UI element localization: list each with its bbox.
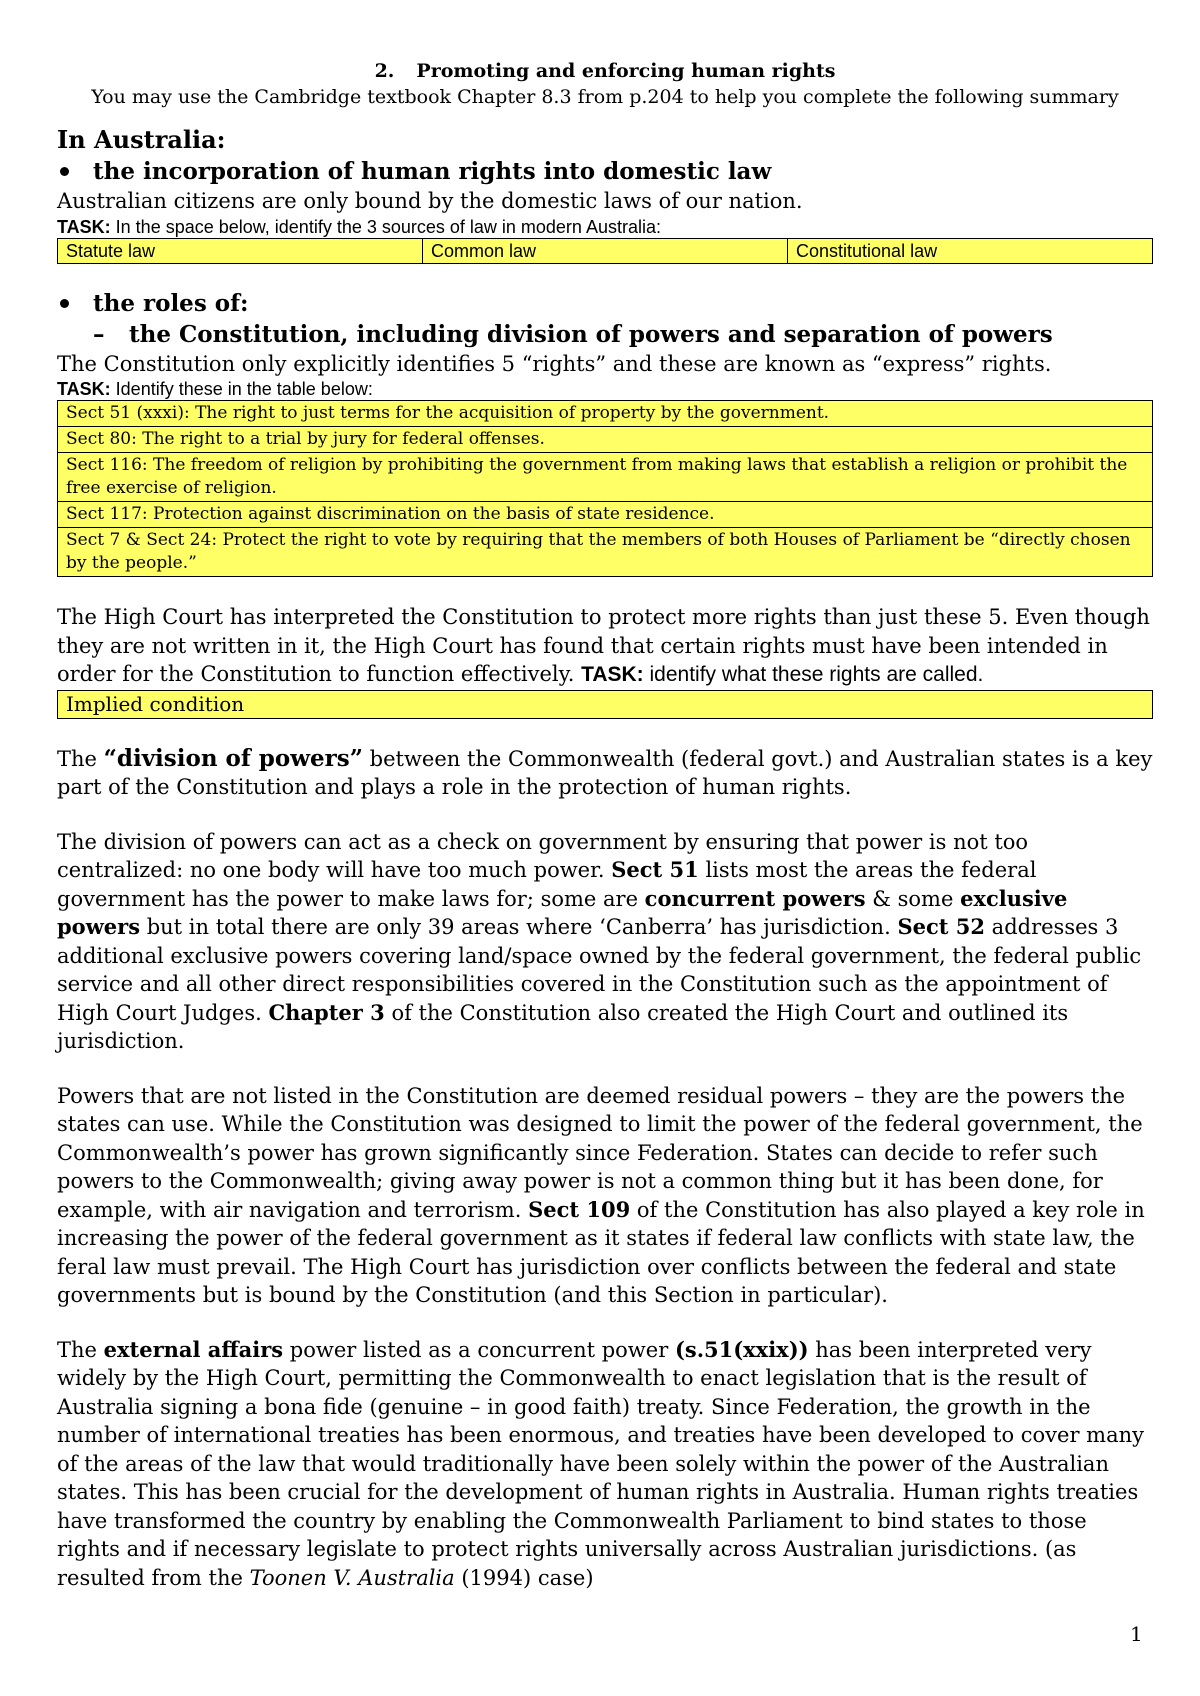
implied-rights-table bbox=[57, 690, 1153, 719]
check-on-government-paragraph bbox=[57, 828, 1153, 1056]
task-instruction-sources bbox=[57, 216, 1153, 238]
express-rights-paragraph: The Constitution only explicitly identifies 5 “rights” and these are known as “express” rights. bbox=[57, 351, 1052, 376]
term-exclusive-powers: exclusive powers bbox=[57, 885, 1068, 939]
task-instruction-express bbox=[57, 378, 1153, 400]
text-run: Powers that are not listed in the Constitution are deemed residual powers – they are the powers the states can use. While the Constitution was designed to limit the power of the federal government, the Commonwealth’s power has grown significantly since Federation. States can decide to refer such powers to the Commonwealth; giving away power is not a common thing but it has been done, for example, with air navigation and terrorism. bbox=[57, 1083, 1143, 1222]
task-label: TASK: bbox=[57, 216, 111, 237]
table-row bbox=[58, 238, 1153, 263]
document-header bbox=[57, 58, 1153, 110]
title-text: Promoting and enforcing human rights bbox=[416, 60, 836, 82]
express-right-cell[interactable]: Sect 80: The right to a trial by jury for federal offenses. bbox=[58, 427, 1153, 453]
term-division-of-powers: “division of powers” bbox=[103, 744, 363, 772]
term-sect-52: Sect 52 bbox=[897, 914, 985, 939]
text-run: & some bbox=[865, 886, 961, 911]
table-row bbox=[58, 401, 1153, 427]
document-page bbox=[57, 58, 1153, 1592]
domestic-law-paragraph: Australian citizens are only bound by the domestic laws of our nation. bbox=[57, 189, 803, 213]
page-number: 1 bbox=[1130, 1622, 1143, 1646]
task-label: TASK: bbox=[581, 663, 644, 686]
document-subtitle: You may use the Cambridge textbook Chapter 8.3 from p.204 to help you complete the following summary bbox=[91, 86, 1119, 108]
term-s51-xxix: (s.51(xxix)) bbox=[674, 1336, 809, 1362]
term-sect-109: Sect 109 bbox=[528, 1196, 631, 1222]
task-text: In the space below, identify the 3 sources of law in modern Australia: bbox=[110, 216, 661, 237]
document-title bbox=[57, 58, 1153, 84]
text-run: of the Constitution also created the High Court and outlined its jurisdiction. bbox=[57, 1000, 1069, 1053]
text-run: The bbox=[57, 1337, 104, 1362]
residual-powers-paragraph bbox=[57, 1082, 1153, 1310]
bullet-item-domestic-law bbox=[57, 156, 1153, 187]
express-right-cell[interactable]: Sect 116: The freedom of religion by prohibiting the government from making laws that establish a religion or prohibit the free exercise of religion. bbox=[58, 453, 1153, 502]
task-text: Identify these in the table below: bbox=[110, 379, 373, 399]
implied-rights-text: The High Court has interpreted the Constitution to protect more rights than just these 5. Even though they are not written in it, the High Court has found that certain rights must have been intended in order for the Constitution to function effectively. bbox=[57, 605, 1150, 686]
section-number: 2. bbox=[374, 60, 395, 82]
text-run: The division of powers can act as a check on government by ensuring that power is not too centralized: no one body will have too much power. bbox=[57, 829, 1029, 882]
term-sect-51: Sect 51 bbox=[611, 857, 699, 882]
subbullet-constitution bbox=[57, 319, 1153, 350]
sources-of-law-table bbox=[57, 238, 1153, 264]
source-cell-constitutional[interactable]: Constitutional law bbox=[788, 238, 1153, 263]
task-text: identify what these rights are called. bbox=[643, 663, 984, 686]
bullet-text: the incorporation of human rights into domestic law bbox=[93, 158, 772, 185]
division-of-powers-paragraph bbox=[57, 745, 1153, 802]
express-rights-table bbox=[57, 400, 1153, 577]
text-run: addresses 3 additional exclusive powers covering land/space owned by the federal government, the federal public service and all other direct responsibilities covered in the Constitution such as the appointment of High Court Judges. bbox=[57, 915, 1142, 1025]
table-row bbox=[58, 528, 1153, 577]
subbullet-text: the Constitution, including division of powers and separation of powers bbox=[129, 320, 1053, 348]
implied-answer-cell[interactable]: Implied condition bbox=[58, 690, 1153, 718]
term-chapter-3: Chapter 3 bbox=[268, 999, 385, 1025]
implied-rights-paragraph bbox=[57, 603, 1153, 690]
table-row bbox=[58, 690, 1153, 718]
text-run: has been interpreted very widely by the High Court, permitting the Commonwealth to enact legislation that is the result of Australia signing a bona fide (genuine – in good faith) treaty. Since Federation, the growth in the number of international treaties has been enormous, and treaties have been developed to cover many of the areas of the law that would traditionally have been solely within the power of the Australian states. This has been crucial for the development of human rights in Australia. Human rights treaties have transformed the country by enabling the Commonwealth Parliament to bind states to those rights and if necessary legislate to protect rights universally across Australian jurisdictions. (as resulted from the bbox=[57, 1337, 1144, 1590]
term-concurrent-powers: concurrent powers bbox=[644, 885, 866, 911]
text-run: of the Constitution has also played a key role in increasing the power of the federal government as it states if federal law conflicts with state law, the feral law must prevail. The High Court has jurisdiction over conflicts between the federal and state governments but is bound by the Constitution (and this Section in particular). bbox=[57, 1197, 1145, 1307]
text-run: power listed as a concurrent power bbox=[283, 1337, 675, 1362]
task-label: TASK: bbox=[57, 379, 111, 399]
text-run: lists most the areas the federal government has the power to make laws for; some are bbox=[57, 858, 1037, 911]
case-name-toonen: Toonen V. Australia bbox=[249, 1565, 455, 1590]
term-external-affairs: external affairs bbox=[103, 1336, 284, 1362]
text-run: The bbox=[57, 746, 104, 771]
external-affairs-paragraph bbox=[57, 1336, 1153, 1593]
table-row bbox=[58, 502, 1153, 528]
bullet-icon bbox=[60, 299, 69, 308]
source-cell-common[interactable]: Common law bbox=[423, 238, 788, 263]
express-right-cell[interactable]: Sect 51 (xxxi): The right to just terms for the acquisition of property by the government. bbox=[58, 401, 1153, 427]
text-run: (1994) case) bbox=[454, 1565, 594, 1590]
table-row bbox=[58, 427, 1153, 453]
bullet-item-roles bbox=[57, 288, 1153, 319]
bullet-icon bbox=[60, 167, 69, 176]
table-row bbox=[58, 453, 1153, 502]
text-run: between the Commonwealth (federal govt.) and Australian states is a key part of the Constitution and plays a role in the protection of human rights. bbox=[57, 746, 1153, 799]
express-right-cell[interactable]: Sect 7 & Sect 24: Protect the right to vote by requiring that the members of both Houses of Parliament be “directly chosen by the people.” bbox=[58, 528, 1153, 577]
task-instruction-implied bbox=[581, 663, 983, 686]
text-run: but in total there are only 39 areas where ‘Canberra’ has jurisdiction. bbox=[140, 915, 898, 939]
dash-icon: – bbox=[93, 320, 105, 348]
source-cell-statute[interactable]: Statute law bbox=[58, 238, 423, 263]
bullet-text: the roles of: bbox=[93, 289, 249, 317]
express-right-cell[interactable]: Sect 117: Protection against discrimination on the basis of state residence. bbox=[58, 502, 1153, 528]
section-heading: In Australia: bbox=[57, 125, 226, 154]
